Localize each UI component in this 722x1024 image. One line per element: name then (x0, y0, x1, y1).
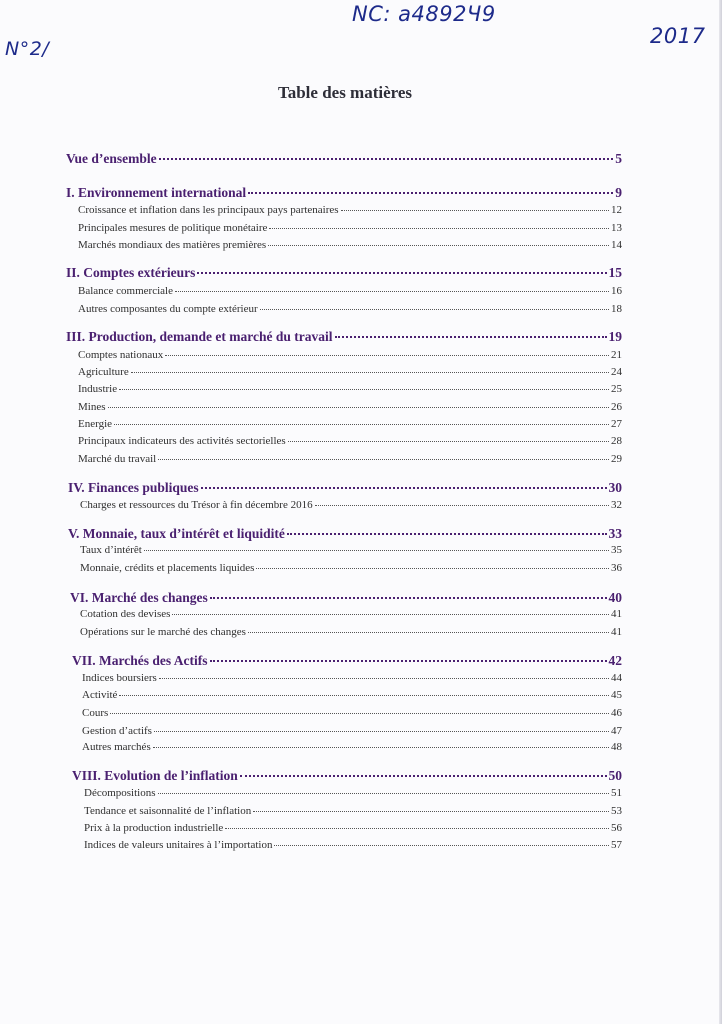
toc-page-number: 33 (608, 526, 622, 541)
dot-leader (201, 487, 607, 489)
toc-chapter-entry[interactable] (66, 265, 622, 281)
dot-leader (341, 210, 609, 211)
toc-page-number: 19 (608, 329, 622, 344)
toc-page-number: 12 (611, 204, 622, 216)
toc-page-number: 45 (611, 689, 622, 701)
toc-page-number: 27 (611, 418, 622, 430)
toc-page-number: 14 (611, 239, 622, 251)
toc-section-entry[interactable] (78, 418, 622, 430)
toc-page-number: 36 (611, 562, 622, 574)
toc-chapter-entry[interactable] (70, 590, 622, 606)
toc-entry-label: V. Monnaie, taux d’intérêt et liquidité (68, 526, 285, 541)
toc-section-entry[interactable] (82, 672, 622, 684)
toc-entry-label: Industrie (78, 383, 118, 395)
toc-chapter-entry[interactable] (72, 768, 622, 784)
toc-section-entry[interactable] (82, 741, 622, 753)
toc-section-entry[interactable] (82, 707, 622, 719)
toc-section-entry[interactable] (78, 453, 622, 465)
dot-leader (159, 678, 609, 679)
toc-entry-label: Autres composantes du compte extérieur (78, 303, 258, 315)
dot-leader (158, 459, 609, 460)
toc-section-entry[interactable] (80, 544, 622, 556)
dot-leader (110, 713, 609, 714)
toc-section-entry[interactable] (82, 725, 622, 737)
dot-leader (175, 291, 609, 292)
dot-leader (114, 424, 609, 425)
toc-entry-label: Marchés mondiaux des matières premières (78, 239, 267, 251)
toc-page-number: 51 (611, 787, 622, 799)
toc-section-entry[interactable] (78, 401, 622, 413)
toc-section-entry[interactable] (78, 366, 622, 378)
toc-section-entry[interactable] (78, 435, 622, 447)
toc-section-entry[interactable] (80, 562, 622, 574)
dot-leader (274, 845, 609, 846)
toc-section-entry[interactable] (78, 222, 622, 234)
dot-leader (153, 747, 609, 748)
toc-entry-label: Opérations sur le marché des changes (80, 626, 246, 638)
toc-chapter-entry[interactable] (68, 480, 622, 496)
toc-entry-label: Autres marchés (82, 741, 151, 753)
toc-chapter-entry[interactable] (66, 329, 622, 345)
dot-leader (269, 228, 609, 229)
toc-section-entry[interactable] (80, 608, 622, 620)
toc-entry-label: Balance commerciale (78, 285, 173, 297)
dot-leader (288, 441, 609, 442)
toc-entry-label: Agriculture (78, 366, 129, 378)
toc-entry-label: Taux d’intérêt (80, 544, 142, 556)
dot-leader (335, 336, 607, 338)
dot-leader (172, 614, 609, 615)
dot-leader (315, 505, 609, 506)
toc-page-number: 41 (611, 608, 622, 620)
dot-leader (108, 407, 610, 408)
dot-leader (256, 568, 609, 569)
toc-page-number: 46 (611, 707, 622, 719)
toc-page-number: 16 (611, 285, 622, 297)
dot-leader (210, 660, 607, 662)
dot-leader (287, 533, 607, 535)
toc-page-number: 5 (615, 151, 622, 166)
toc-section-entry[interactable] (78, 204, 622, 216)
toc-section-entry[interactable] (78, 285, 622, 297)
dot-leader (131, 372, 609, 373)
toc-section-entry[interactable] (80, 626, 622, 638)
toc-page-number: 25 (611, 383, 622, 395)
toc-entry-label: I. Environnement international (66, 185, 247, 200)
toc-entry-label: Cours (82, 707, 109, 719)
toc-section-entry[interactable] (78, 239, 622, 251)
toc-entry-label: Monnaie, crédits et placements liquides (80, 562, 255, 574)
toc-entry-label: Indices de valeurs unitaires à l’importation (84, 839, 273, 851)
toc-section-entry[interactable] (84, 805, 622, 817)
dot-leader (248, 632, 609, 633)
dot-leader (260, 309, 609, 310)
toc-entry-label: Prix à la production industrielle (84, 822, 224, 834)
toc-entry-label: VIII. Evolution de l’inflation (72, 768, 238, 783)
toc-chapter-entry[interactable] (66, 185, 622, 201)
toc-entry-label: Indices boursiers (82, 672, 157, 684)
toc-page-number: 57 (611, 839, 622, 851)
toc-page-number: 40 (608, 590, 622, 605)
toc-entry-label: II. Comptes extérieurs (66, 265, 196, 280)
toc-page-number: 50 (608, 768, 622, 783)
toc-entry-label: Principaux indicateurs des activités sectorielles (78, 435, 286, 447)
toc-entry-label: Cotation des devises (80, 608, 171, 620)
toc-section-entry[interactable] (82, 689, 622, 701)
toc-entry-label: Croissance et inflation dans les principaux pays partenaires (78, 204, 339, 216)
toc-entry-label: VII. Marchés des Actifs (72, 653, 208, 668)
toc-entry-label: Principales mesures de politique monétaire (78, 222, 268, 234)
dot-leader (210, 597, 607, 599)
toc-entry-label: Comptes nationaux (78, 349, 164, 361)
toc-page-number: 44 (611, 672, 622, 684)
toc-page-number: 28 (611, 435, 622, 447)
toc-section-entry[interactable] (80, 499, 622, 511)
toc-page-number: 29 (611, 453, 622, 465)
handwritten-issue-number: N°2/ (5, 38, 50, 60)
toc-page-number: 26 (611, 401, 622, 413)
toc-chapter-entry[interactable] (66, 151, 622, 167)
dot-leader (119, 695, 609, 696)
dot-leader (158, 793, 610, 794)
handwritten-reference-number: NC: a4892Ч9 (352, 2, 496, 26)
toc-entry-label: Décompositions (84, 787, 156, 799)
dot-leader (154, 731, 609, 732)
toc-page-number: 15 (608, 265, 622, 280)
toc-page-number: 56 (611, 822, 622, 834)
toc-entry-label: Gestion d’actifs (82, 725, 152, 737)
dot-leader (253, 811, 609, 812)
toc-entry-label: Activité (82, 689, 118, 701)
toc-section-entry[interactable] (84, 787, 622, 799)
toc-entry-label: III. Production, demande et marché du travail (66, 329, 333, 344)
toc-entry-label: IV. Finances publiques (68, 480, 199, 495)
toc-page-number: 13 (611, 222, 622, 234)
toc-page-number: 18 (611, 303, 622, 315)
toc-section-entry[interactable] (78, 383, 622, 395)
toc-chapter-entry[interactable] (68, 526, 622, 542)
toc-page-number: 48 (611, 741, 622, 753)
toc-page-number: 30 (608, 480, 622, 495)
toc-page-number: 42 (608, 653, 622, 668)
toc-entry-label: Vue d’ensemble (66, 151, 157, 166)
dot-leader (248, 192, 613, 194)
toc-entry-label: Tendance et saisonnalité de l’inflation (84, 805, 252, 817)
toc-entry-label: Charges et ressources du Trésor à fin décembre 2016 (80, 499, 313, 511)
toc-page-number: 35 (611, 544, 622, 556)
handwritten-year: 2017 (650, 24, 706, 48)
toc-page-number: 9 (615, 185, 622, 200)
toc-page-number: 32 (611, 499, 622, 511)
dot-leader (268, 245, 609, 246)
toc-page-number: 47 (611, 725, 622, 737)
toc-page-number: 24 (611, 366, 622, 378)
toc-entry-label: Energie (78, 418, 113, 430)
toc-entry-label: Marché du travail (78, 453, 157, 465)
toc-section-entry[interactable] (78, 303, 622, 315)
page-title: Table des matières (277, 83, 413, 102)
toc-page-number: 21 (611, 349, 622, 361)
dot-leader (225, 828, 609, 829)
dot-leader (119, 389, 609, 390)
toc-section-entry[interactable] (84, 839, 622, 851)
toc-chapter-entry[interactable] (72, 653, 622, 669)
toc-entry-label: Mines (78, 401, 106, 413)
toc-section-entry[interactable] (78, 349, 622, 361)
dot-leader (159, 158, 614, 160)
toc-page-number: 41 (611, 626, 622, 638)
dot-leader (240, 775, 607, 777)
dot-leader (144, 550, 609, 551)
dot-leader (197, 272, 606, 274)
dot-leader (165, 355, 609, 356)
toc-page-number: 53 (611, 805, 622, 817)
toc-section-entry[interactable] (84, 822, 622, 834)
toc-entry-label: VI. Marché des changes (70, 590, 208, 605)
